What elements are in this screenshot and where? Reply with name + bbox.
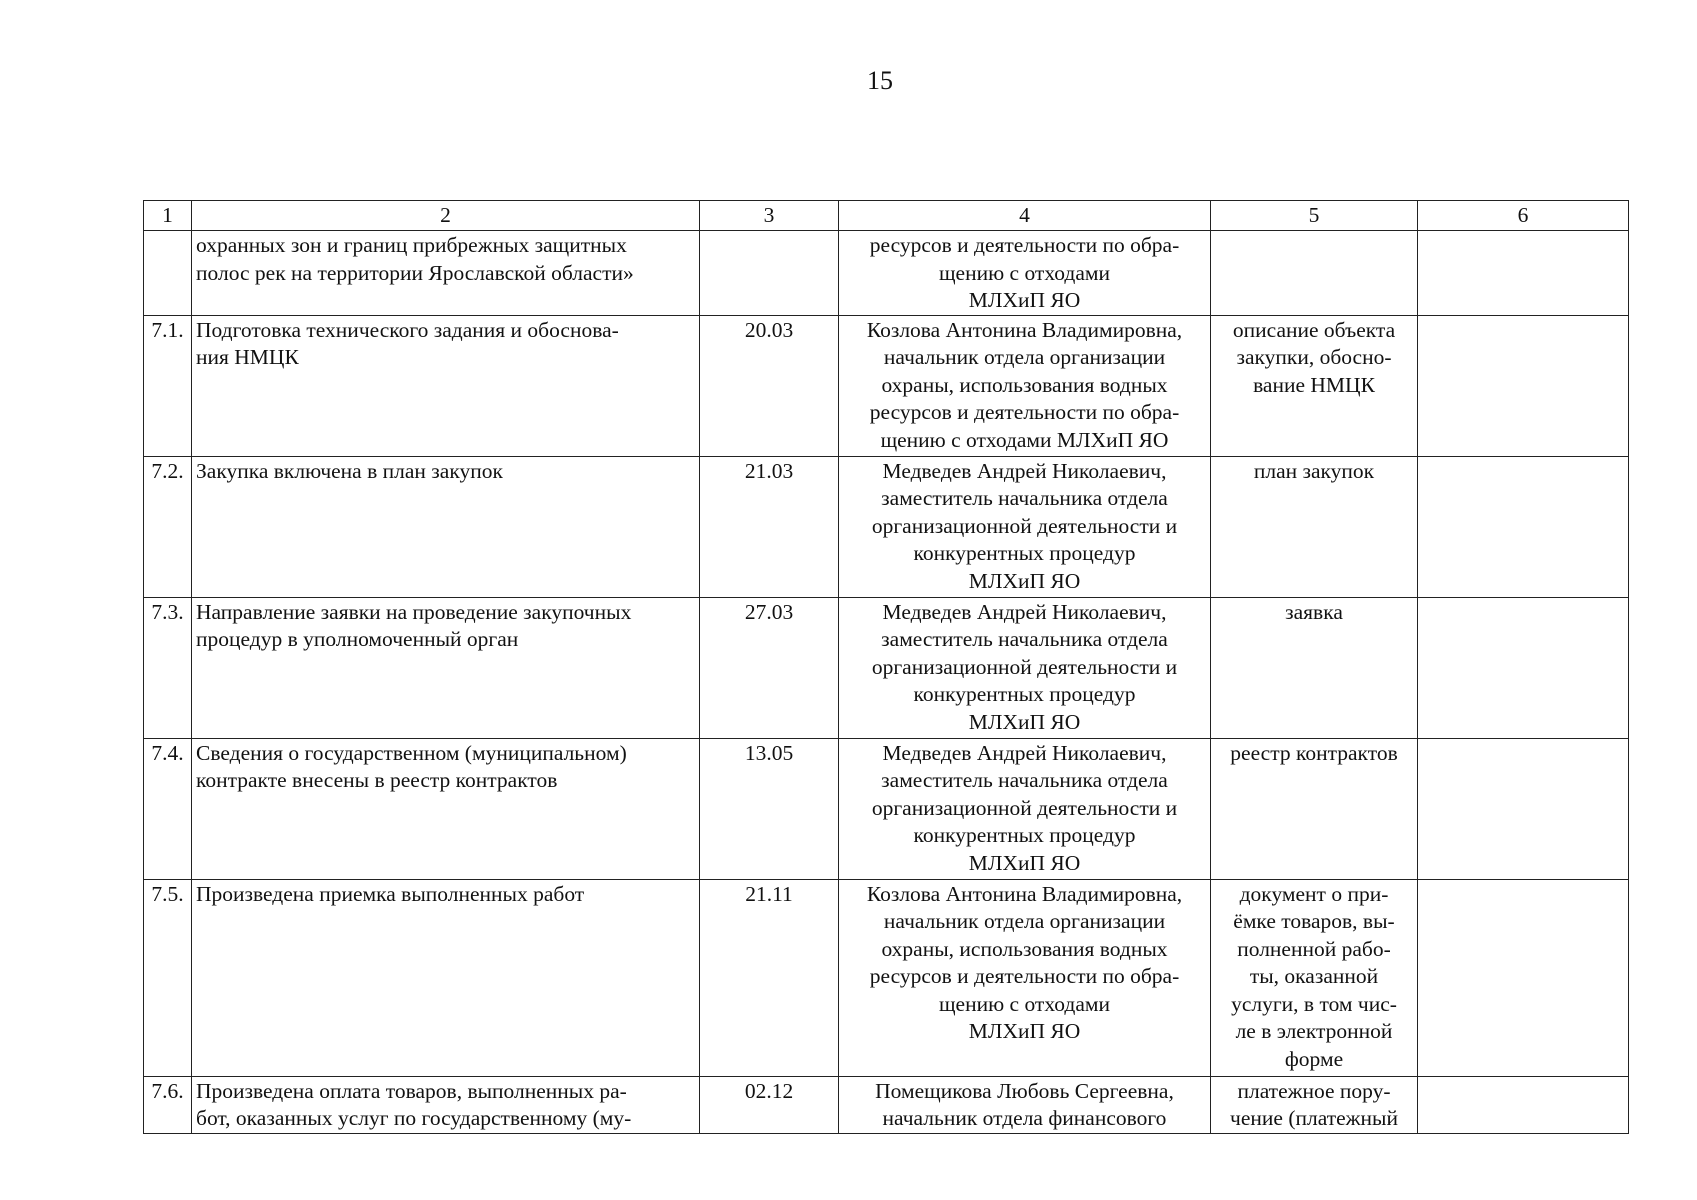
task-description: Закупка включена в план закупок <box>192 456 700 597</box>
result-document: план закупок <box>1211 456 1418 597</box>
note-cell <box>1418 879 1629 1076</box>
due-date <box>700 231 839 316</box>
row-number: 7.4. <box>144 738 192 879</box>
row-number <box>144 231 192 316</box>
column-header-1: 1 <box>144 201 192 231</box>
responsible-person: Козлова Антонина Владимировна, начальник отдела организации охраны, использования водных ресурсов и деятельности по обра- щению с отходами МЛХиП ЯО <box>839 315 1211 456</box>
row-number: 7.2. <box>144 456 192 597</box>
responsible-person: ресурсов и деятельности по обра- щению с отходами МЛХиП ЯО <box>839 231 1211 316</box>
table-header <box>144 201 1629 231</box>
task-description: Произведена приемка выполненных работ <box>192 879 700 1076</box>
responsible-person: Козлова Антонина Владимировна, начальник отдела организации охраны, использования водных ресурсов и деятельности по обра- щению с отходами МЛХиП ЯО <box>839 879 1211 1076</box>
note-cell <box>1418 738 1629 879</box>
table-row <box>144 597 1629 738</box>
task-description: охранных зон и границ прибрежных защитных полос рек на территории Ярославской области» <box>192 231 700 316</box>
schedule-table <box>143 200 1629 1134</box>
row-number: 7.3. <box>144 597 192 738</box>
result-document: заявка <box>1211 597 1418 738</box>
responsible-person: Помещикова Любовь Сергеевна, начальник отдела финансового <box>839 1076 1211 1133</box>
result-document: реестр контрактов <box>1211 738 1418 879</box>
responsible-person: Медведев Андрей Николаевич, заместитель начальника отдела организационной деятельности и конкурентных процедур МЛХиП ЯО <box>839 738 1211 879</box>
column-header-2: 2 <box>192 201 700 231</box>
result-document: описание объекта закупки, обосно- вание НМЦК <box>1211 315 1418 456</box>
task-description: Направление заявки на проведение закупочных процедур в уполномоченный орган <box>192 597 700 738</box>
table-row <box>144 315 1629 456</box>
table-row <box>144 738 1629 879</box>
row-number: 7.6. <box>144 1076 192 1133</box>
table-row <box>144 456 1629 597</box>
column-header-3: 3 <box>700 201 839 231</box>
result-document <box>1211 231 1418 316</box>
due-date: 21.11 <box>700 879 839 1076</box>
result-document: платежное пору- чение (платежный <box>1211 1076 1418 1133</box>
column-header-6: 6 <box>1418 201 1629 231</box>
row-number: 7.5. <box>144 879 192 1076</box>
row-number: 7.1. <box>144 315 192 456</box>
result-document: документ о при- ёмке товаров, вы- полненной рабо- ты, оказанной услуги, в том чис- ле в электронной форме <box>1211 879 1418 1076</box>
due-date: 20.03 <box>700 315 839 456</box>
responsible-person: Медведев Андрей Николаевич, заместитель начальника отдела организационной деятельности и конкурентных процедур МЛХиП ЯО <box>839 456 1211 597</box>
responsible-person: Медведев Андрей Николаевич, заместитель начальника отдела организационной деятельности и конкурентных процедур МЛХиП ЯО <box>839 597 1211 738</box>
table-row <box>144 231 1629 316</box>
note-cell <box>1418 315 1629 456</box>
table-body <box>144 231 1629 1134</box>
header-row <box>144 201 1629 231</box>
note-cell <box>1418 597 1629 738</box>
column-header-4: 4 <box>839 201 1211 231</box>
due-date: 13.05 <box>700 738 839 879</box>
task-description: Подготовка технического задания и обоснова- ния НМЦК <box>192 315 700 456</box>
note-cell <box>1418 231 1629 316</box>
column-header-5: 5 <box>1211 201 1418 231</box>
task-description: Произведена оплата товаров, выполненных ра- бот, оказанных услуг по государственному (му- <box>192 1076 700 1133</box>
due-date: 27.03 <box>700 597 839 738</box>
task-description: Сведения о государственном (муниципальном) контракте внесены в реестр контрактов <box>192 738 700 879</box>
note-cell <box>1418 1076 1629 1133</box>
note-cell <box>1418 456 1629 597</box>
due-date: 21.03 <box>700 456 839 597</box>
page-number: 15 <box>867 66 893 95</box>
due-date: 02.12 <box>700 1076 839 1133</box>
table-row <box>144 1076 1629 1133</box>
table-row <box>144 879 1629 1076</box>
